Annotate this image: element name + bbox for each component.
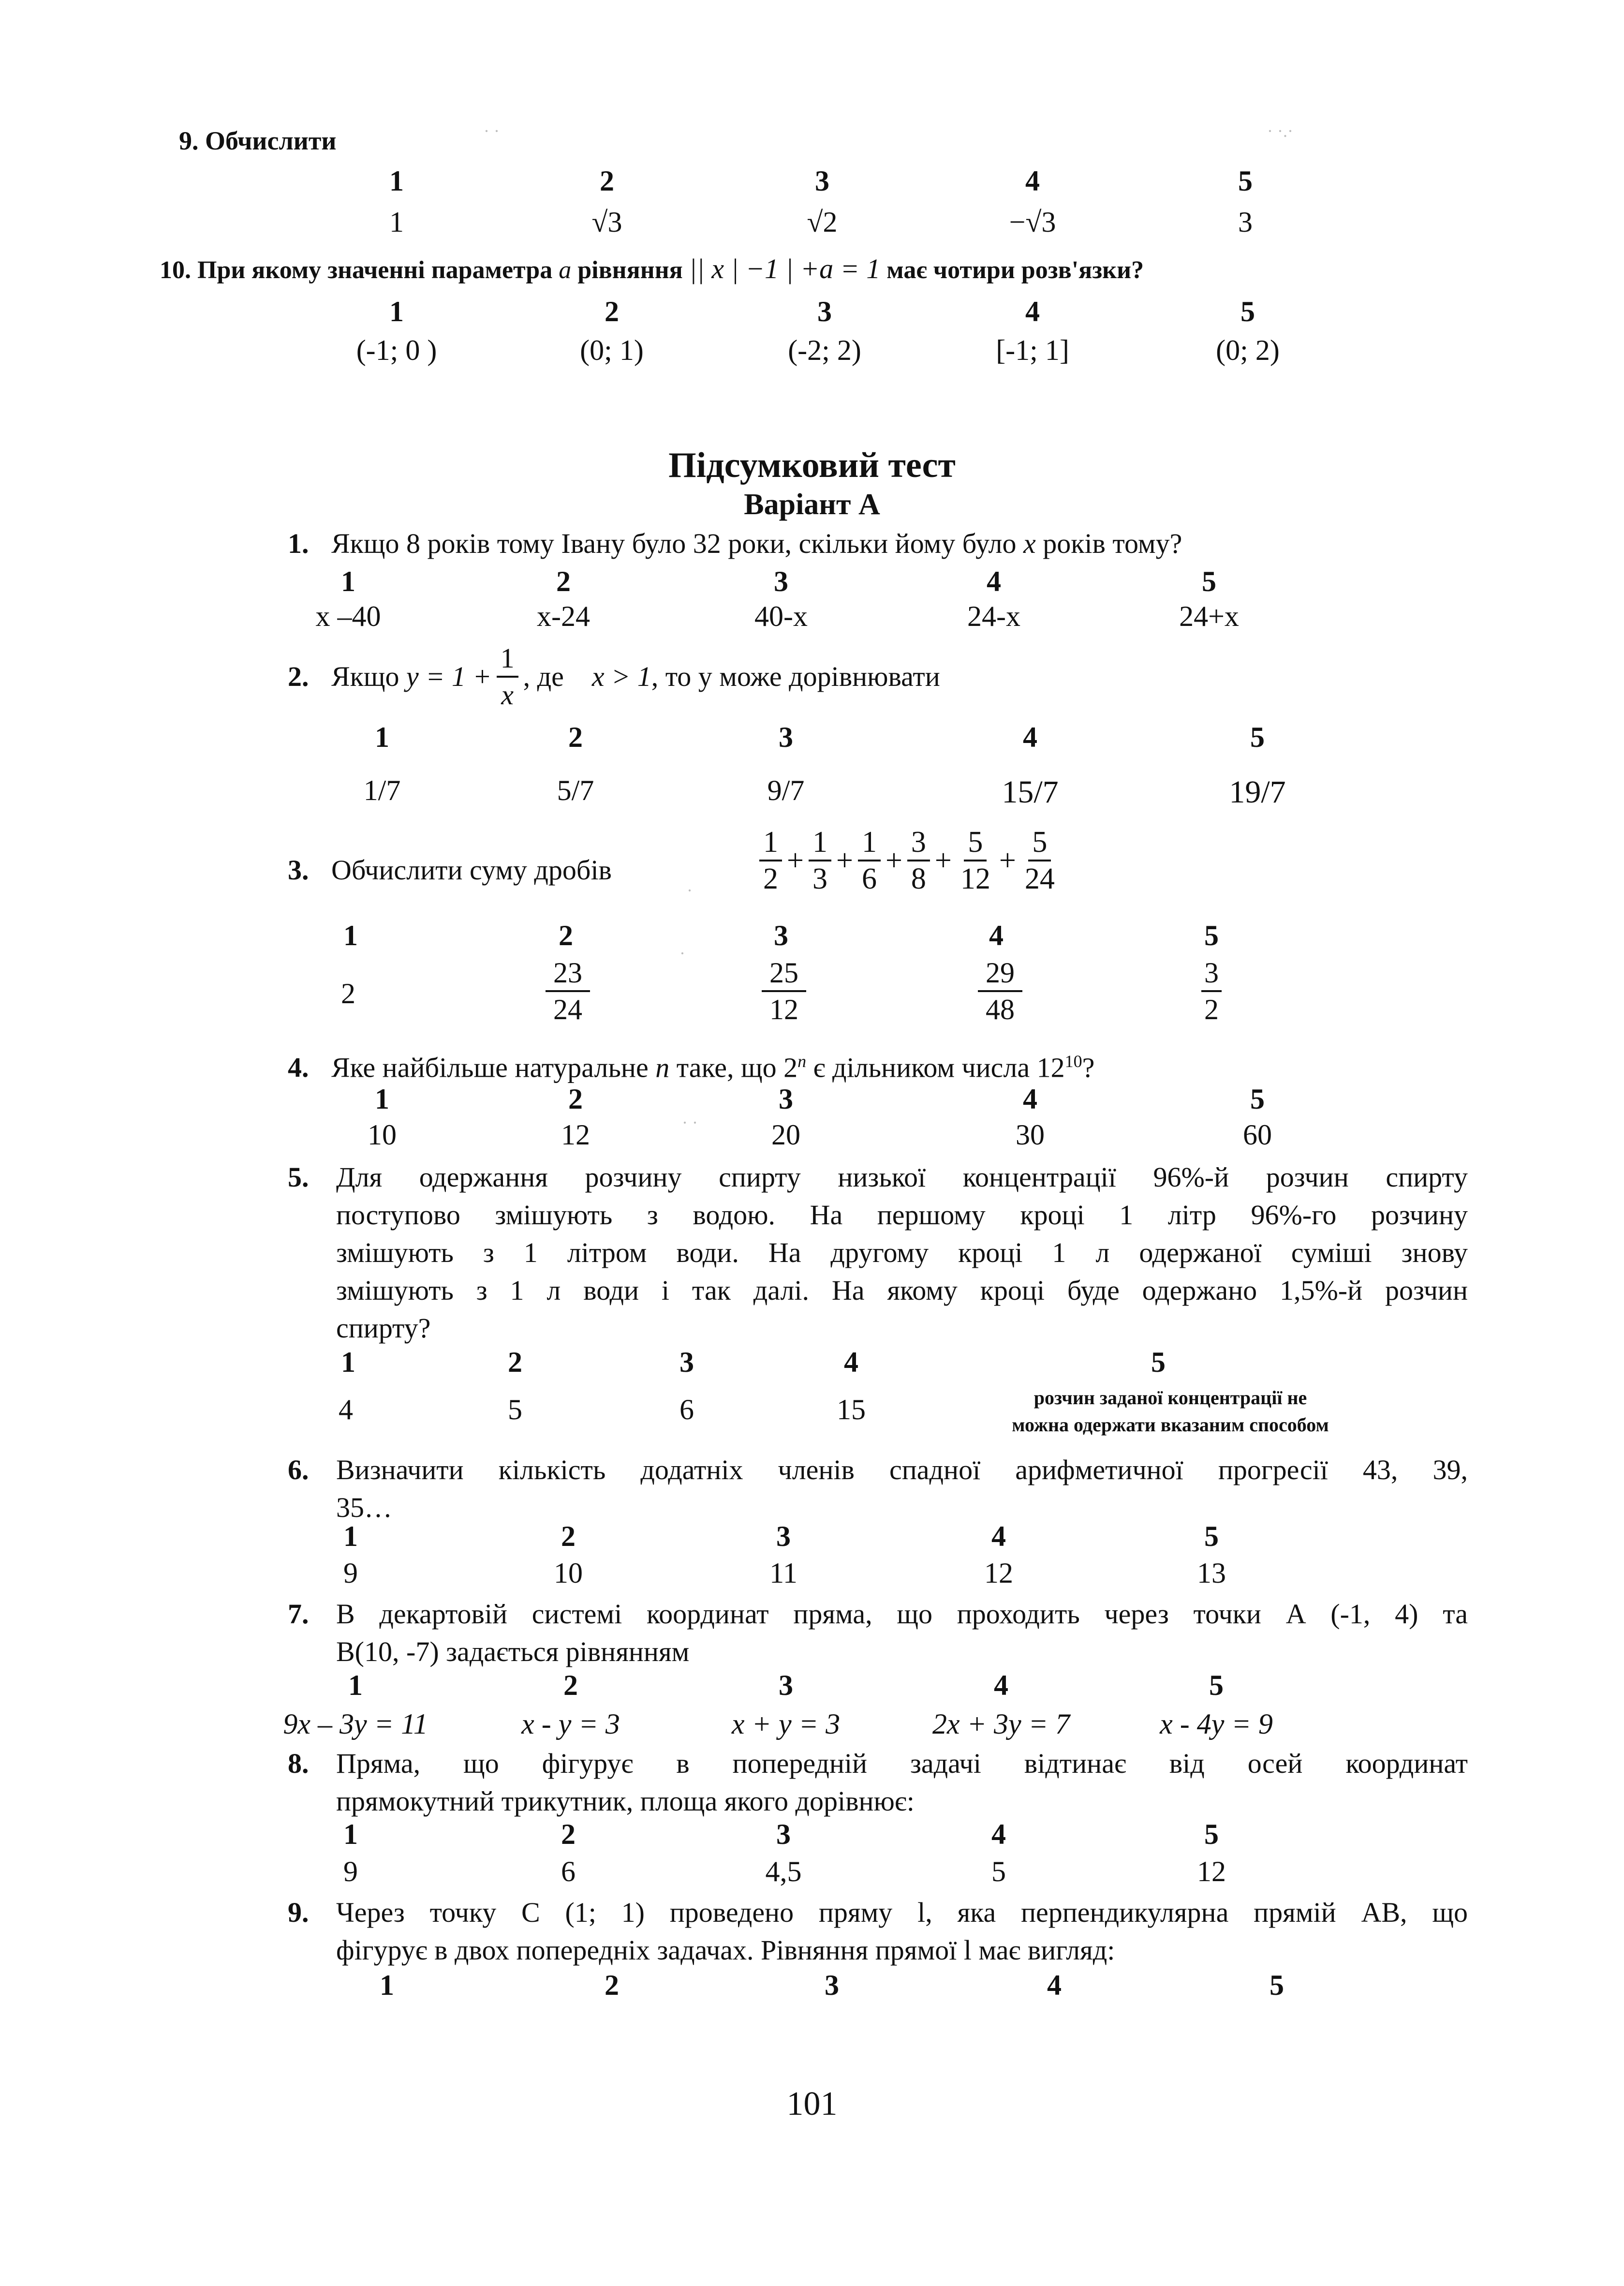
q3-headers bbox=[0, 919, 1624, 958]
question-line: Пряма, що фігурує в попередній задачі відтинає від осей координат bbox=[336, 1748, 1468, 1779]
question-line: спирту? bbox=[336, 1312, 431, 1344]
fraction bbox=[759, 825, 782, 896]
formula-left: y = 1 + bbox=[406, 661, 492, 692]
option-header: 5 bbox=[1270, 1969, 1284, 2001]
option-value-line: можна одержати вказаним способом bbox=[1012, 1414, 1329, 1436]
option-value: 19/7 bbox=[1229, 774, 1286, 810]
option-header: 3 bbox=[774, 920, 788, 951]
question-number: 9. bbox=[288, 1897, 309, 1928]
top-q10-text-before: При якому значенні параметра bbox=[197, 256, 553, 284]
fraction bbox=[1021, 825, 1059, 896]
top-q9-number: 9. bbox=[179, 126, 199, 155]
option-fraction bbox=[1200, 955, 1223, 1027]
q8-values bbox=[0, 1855, 1624, 1894]
fraction-numerator: 25 bbox=[762, 955, 806, 992]
option-header: 5 bbox=[1240, 296, 1255, 327]
fraction-denominator: 8 bbox=[911, 862, 926, 895]
question-text-mid2: є дільником числа 12 bbox=[806, 1052, 1065, 1084]
fraction bbox=[858, 825, 881, 896]
fraction bbox=[957, 825, 994, 896]
option-header: 4 bbox=[1023, 721, 1037, 753]
question-text-mid: , де bbox=[523, 661, 564, 692]
fraction-numerator: 1 bbox=[858, 825, 881, 861]
fraction-numerator: 3 bbox=[907, 825, 930, 861]
option-value: √3 bbox=[591, 206, 622, 238]
option-value: (-1; 0 ) bbox=[356, 334, 437, 366]
question-5-text bbox=[336, 1158, 1468, 1347]
q2-headers bbox=[0, 721, 1624, 759]
question-line: В декартовій системі координат пряма, що проходить через точки А (-1, 4) та bbox=[336, 1598, 1468, 1630]
q6-values bbox=[0, 1557, 1624, 1595]
option-header: 1 bbox=[375, 1083, 389, 1115]
top-question-9 bbox=[179, 126, 337, 156]
fraction-numerator: 5 bbox=[1028, 825, 1051, 861]
option-value: 60 bbox=[1243, 1119, 1272, 1151]
fraction-denominator: 6 bbox=[861, 862, 877, 895]
scan-speck: · bbox=[687, 881, 693, 900]
option-header: 1 bbox=[380, 1969, 394, 2001]
question-5-number bbox=[288, 1158, 309, 1196]
option-header: 4 bbox=[1047, 1969, 1062, 2001]
option-value: 6 bbox=[561, 1856, 576, 1887]
fraction-denominator: 48 bbox=[986, 994, 1015, 1025]
fraction-numerator: 23 bbox=[546, 955, 590, 992]
q5-option-5-value bbox=[958, 1384, 1383, 1439]
question-line: Для одержання розчину спирту низької концентрації 96%-й розчин спирту bbox=[336, 1161, 1468, 1193]
question-9-text bbox=[336, 1894, 1468, 1969]
q4-headers bbox=[0, 1083, 1624, 1121]
q5-headers bbox=[0, 1346, 1624, 1384]
option-header: 3 bbox=[774, 565, 788, 597]
plus-sign: + bbox=[836, 844, 853, 877]
option-header: 4 bbox=[844, 1346, 858, 1378]
option-value: 12 bbox=[984, 1557, 1013, 1589]
option-header: 2 bbox=[561, 1520, 576, 1552]
option-header: 1 bbox=[348, 1669, 363, 1701]
fraction-denominator: 12 bbox=[960, 862, 990, 895]
option-value: 2 bbox=[341, 978, 355, 1009]
option-header: 2 bbox=[568, 721, 583, 753]
option-fraction bbox=[762, 955, 806, 1027]
fraction-numerator: 5 bbox=[964, 825, 987, 861]
top-q10-equation: || x | −1 | +a = 1 bbox=[689, 253, 881, 284]
option-header: 2 bbox=[600, 165, 614, 197]
fraction-numerator: 3 bbox=[1201, 955, 1222, 992]
plus-sign: + bbox=[999, 844, 1016, 877]
question-line: 35… bbox=[336, 1492, 392, 1523]
question-7-text bbox=[336, 1595, 1468, 1671]
top-q9-text: Обчислити bbox=[205, 126, 337, 155]
question-text: Яке найбільше натуральне bbox=[331, 1052, 649, 1084]
option-header: 3 bbox=[779, 1083, 793, 1115]
option-header: 4 bbox=[991, 1818, 1006, 1850]
option-value: 9x – 3y = 11 bbox=[283, 1708, 428, 1740]
q9-headers bbox=[0, 1969, 1624, 2007]
option-header: 2 bbox=[559, 920, 573, 951]
question-line: В(10, -7) задається рівнянням bbox=[336, 1636, 690, 1667]
question-number: 6. bbox=[288, 1454, 309, 1485]
question-9-number bbox=[288, 1894, 309, 1931]
question-line: змішують з 1 літром води. На другому кроці 1 л одержаної суміші знову bbox=[336, 1237, 1468, 1268]
option-value: 10 bbox=[554, 1557, 583, 1589]
fraction-denominator: 24 bbox=[1024, 862, 1055, 895]
question-text-end: , то y може дорівнювати bbox=[651, 661, 940, 692]
option-value: 4 bbox=[339, 1394, 353, 1425]
option-header: 1 bbox=[343, 920, 358, 951]
option-value: 11 bbox=[769, 1557, 797, 1589]
formula-fraction bbox=[497, 641, 518, 713]
option-header: 5 bbox=[1151, 1346, 1166, 1378]
option-value: √2 bbox=[807, 206, 838, 238]
q4-values bbox=[0, 1118, 1624, 1157]
top-q10-values bbox=[0, 334, 1624, 372]
option-header: 4 bbox=[987, 565, 1001, 597]
question-2 bbox=[288, 641, 940, 713]
question-6-number bbox=[288, 1451, 309, 1489]
option-value: 1 bbox=[389, 206, 404, 238]
option-header: 3 bbox=[776, 1818, 791, 1850]
option-header: 4 bbox=[994, 1669, 1008, 1701]
option-value: 12 bbox=[1197, 1856, 1226, 1887]
fraction-denominator: 24 bbox=[553, 994, 582, 1025]
question-line: поступово змішують з водою. На першому кроці 1 літр 96%-го розчину bbox=[336, 1199, 1468, 1231]
plus-sign: + bbox=[934, 844, 952, 877]
option-value: x - y = 3 bbox=[521, 1708, 620, 1740]
top-q10-number: 10. bbox=[160, 256, 191, 284]
q2-values bbox=[0, 774, 1624, 813]
option-header: 5 bbox=[1204, 1818, 1219, 1850]
condition: x > 1 bbox=[591, 661, 651, 692]
plus-sign: + bbox=[885, 844, 902, 877]
fraction-denominator: 2 bbox=[1204, 994, 1219, 1025]
option-value: 6 bbox=[679, 1394, 694, 1425]
option-value: 13 bbox=[1197, 1557, 1226, 1589]
fraction-numerator: 29 bbox=[978, 955, 1022, 992]
variant-title: Варіант А bbox=[744, 488, 880, 521]
option-header: 1 bbox=[375, 721, 389, 753]
option-header: 2 bbox=[605, 296, 619, 327]
option-value: 5 bbox=[991, 1856, 1006, 1887]
option-value: 1/7 bbox=[363, 774, 401, 806]
option-header: 1 bbox=[389, 296, 404, 327]
option-value: 9 bbox=[343, 1557, 358, 1589]
fraction-denominator: x bbox=[501, 679, 514, 711]
exponent: n bbox=[797, 1052, 807, 1071]
option-header: 3 bbox=[825, 1969, 839, 2001]
q1-headers bbox=[0, 565, 1624, 604]
option-value: x + y = 3 bbox=[731, 1708, 841, 1740]
question-number: 8. bbox=[288, 1748, 309, 1779]
question-6-text bbox=[336, 1451, 1468, 1527]
question-text-end: ? bbox=[1082, 1052, 1095, 1084]
option-value: (0; 2) bbox=[1216, 334, 1280, 366]
question-text: Якщо bbox=[331, 661, 399, 692]
option-header: 5 bbox=[1238, 165, 1253, 197]
option-value: 12 bbox=[561, 1119, 590, 1151]
option-header: 2 bbox=[605, 1969, 619, 2001]
option-value: 2x + 3y = 7 bbox=[932, 1708, 1070, 1740]
top-question-10 bbox=[160, 252, 1144, 285]
question-1 bbox=[288, 525, 1182, 563]
option-header: 4 bbox=[1025, 165, 1040, 197]
option-header: 3 bbox=[776, 1520, 791, 1552]
option-value: 15/7 bbox=[1002, 774, 1059, 810]
option-value: −√3 bbox=[1009, 206, 1056, 238]
option-value: 4,5 bbox=[765, 1856, 802, 1887]
question-line: фігурує в двох попередніх задачах. Рівняння прямої l має вигляд: bbox=[336, 1934, 1115, 1966]
question-line: Через точку С (1; 1) проведено пряму l, яка перпендикулярна прямій АВ, що bbox=[336, 1897, 1468, 1928]
question-line: прямокутний трикутник, площа якого дорівнює: bbox=[336, 1785, 915, 1817]
question-8-number bbox=[288, 1745, 309, 1782]
option-value: x - 4y = 9 bbox=[1160, 1708, 1273, 1740]
scan-speck: · · bbox=[484, 121, 500, 141]
question-variable: x bbox=[1023, 528, 1036, 559]
top-q10-text-after: має чотири розв'язки? bbox=[886, 256, 1144, 284]
question-line: Визначити кількість додатніх членів спадної арифметичної прогресії 43, 39, bbox=[336, 1454, 1468, 1485]
option-header: 2 bbox=[568, 1083, 583, 1115]
question-text: Обчислити суму дробів bbox=[331, 854, 612, 886]
question-text-end: років тому? bbox=[1043, 528, 1182, 559]
option-value: 24-x bbox=[967, 600, 1020, 632]
top-q10-text-mid: рівняння bbox=[577, 256, 683, 284]
fraction-numerator: 1 bbox=[759, 825, 782, 861]
question-7-number bbox=[288, 1595, 309, 1633]
option-value: x-24 bbox=[537, 600, 590, 632]
option-header: 2 bbox=[508, 1346, 522, 1378]
question-8-text bbox=[336, 1745, 1468, 1820]
option-header: 3 bbox=[817, 296, 832, 327]
option-value: 40-x bbox=[754, 600, 808, 632]
option-header: 3 bbox=[779, 1669, 793, 1701]
option-header: 4 bbox=[991, 1520, 1006, 1552]
fraction-sum bbox=[754, 825, 1063, 896]
option-value: 30 bbox=[1016, 1119, 1045, 1151]
option-header: 5 bbox=[1250, 1083, 1265, 1115]
option-value: 9 bbox=[343, 1856, 358, 1887]
option-value: 9/7 bbox=[767, 774, 805, 806]
fraction-denominator: 2 bbox=[763, 862, 778, 895]
question-number: 2. bbox=[288, 661, 309, 692]
question-text: Якщо 8 років тому Івану було 32 роки, скільки йому було bbox=[331, 528, 1017, 559]
option-header: 4 bbox=[989, 920, 1004, 951]
option-header: 5 bbox=[1202, 565, 1216, 597]
option-value: 24+x bbox=[1179, 600, 1239, 632]
option-value: 3 bbox=[1238, 206, 1253, 238]
page-number: 101 bbox=[786, 2085, 838, 2123]
question-number: 1. bbox=[288, 528, 309, 559]
option-header: 2 bbox=[561, 1818, 576, 1850]
q6-headers bbox=[0, 1520, 1624, 1559]
option-value: [-1; 1] bbox=[996, 334, 1069, 366]
option-value: 10 bbox=[368, 1119, 397, 1151]
option-value: (-2; 2) bbox=[788, 334, 861, 366]
scan-speck: · bbox=[679, 944, 685, 963]
top-q9-values bbox=[0, 206, 1624, 244]
scan-speck: · · bbox=[682, 1113, 698, 1132]
top-q9-headers bbox=[0, 164, 1624, 203]
fraction bbox=[809, 825, 831, 896]
question-line: змішують з 1 л води і так далі. На якому кроці буде одержано 1,5%-й розчин bbox=[336, 1275, 1468, 1306]
option-value: 15 bbox=[837, 1394, 866, 1425]
top-q10-param: a bbox=[559, 256, 572, 284]
fraction bbox=[907, 825, 930, 896]
scan-speck: · ·.· bbox=[1267, 121, 1293, 141]
plus-sign: + bbox=[787, 844, 804, 877]
option-header: 5 bbox=[1209, 1669, 1224, 1701]
question-text-mid: таке, що 2 bbox=[676, 1052, 798, 1084]
top-q10-headers bbox=[0, 295, 1624, 334]
option-header: 5 bbox=[1250, 721, 1265, 753]
q1-values bbox=[0, 600, 1624, 638]
option-header: 5 bbox=[1204, 920, 1219, 951]
option-value: (0; 1) bbox=[580, 334, 644, 366]
option-header: 4 bbox=[1025, 296, 1040, 327]
option-fraction bbox=[546, 955, 590, 1027]
fraction-numerator: 1 bbox=[497, 641, 518, 678]
option-value-line: розчин заданої концентрації не bbox=[1033, 1387, 1307, 1409]
option-header: 1 bbox=[343, 1520, 358, 1552]
question-number: 5. bbox=[288, 1161, 309, 1193]
option-fraction bbox=[978, 955, 1022, 1027]
question-variable: n bbox=[655, 1052, 670, 1084]
option-header: 2 bbox=[556, 565, 571, 597]
option-value: x –40 bbox=[315, 600, 381, 632]
option-header: 1 bbox=[341, 1346, 355, 1378]
option-value: 5/7 bbox=[557, 774, 594, 806]
option-header: 3 bbox=[679, 1346, 694, 1378]
option-header: 3 bbox=[779, 721, 793, 753]
question-3 bbox=[288, 851, 612, 889]
question-number: 4. bbox=[288, 1052, 309, 1084]
question-number: 3. bbox=[288, 854, 309, 886]
fraction-numerator: 1 bbox=[809, 825, 831, 861]
test-title: Підсумковий тест bbox=[668, 445, 956, 485]
option-header: 1 bbox=[341, 565, 355, 597]
question-4 bbox=[288, 1042, 1094, 1086]
q8-headers bbox=[0, 1818, 1624, 1856]
option-header: 1 bbox=[343, 1818, 358, 1850]
question-number: 7. bbox=[288, 1598, 309, 1630]
option-value: 5 bbox=[508, 1394, 522, 1425]
option-value: 20 bbox=[771, 1119, 800, 1151]
option-header: 2 bbox=[563, 1669, 578, 1701]
option-header: 3 bbox=[815, 165, 829, 197]
option-header: 5 bbox=[1204, 1520, 1219, 1552]
option-header: 1 bbox=[389, 165, 404, 197]
q7-values bbox=[0, 1707, 1624, 1746]
exponent: 10 bbox=[1064, 1052, 1082, 1071]
option-header: 4 bbox=[1023, 1083, 1037, 1115]
fraction-denominator: 12 bbox=[769, 994, 798, 1025]
q7-headers bbox=[0, 1669, 1624, 1707]
fraction-denominator: 3 bbox=[812, 862, 827, 895]
